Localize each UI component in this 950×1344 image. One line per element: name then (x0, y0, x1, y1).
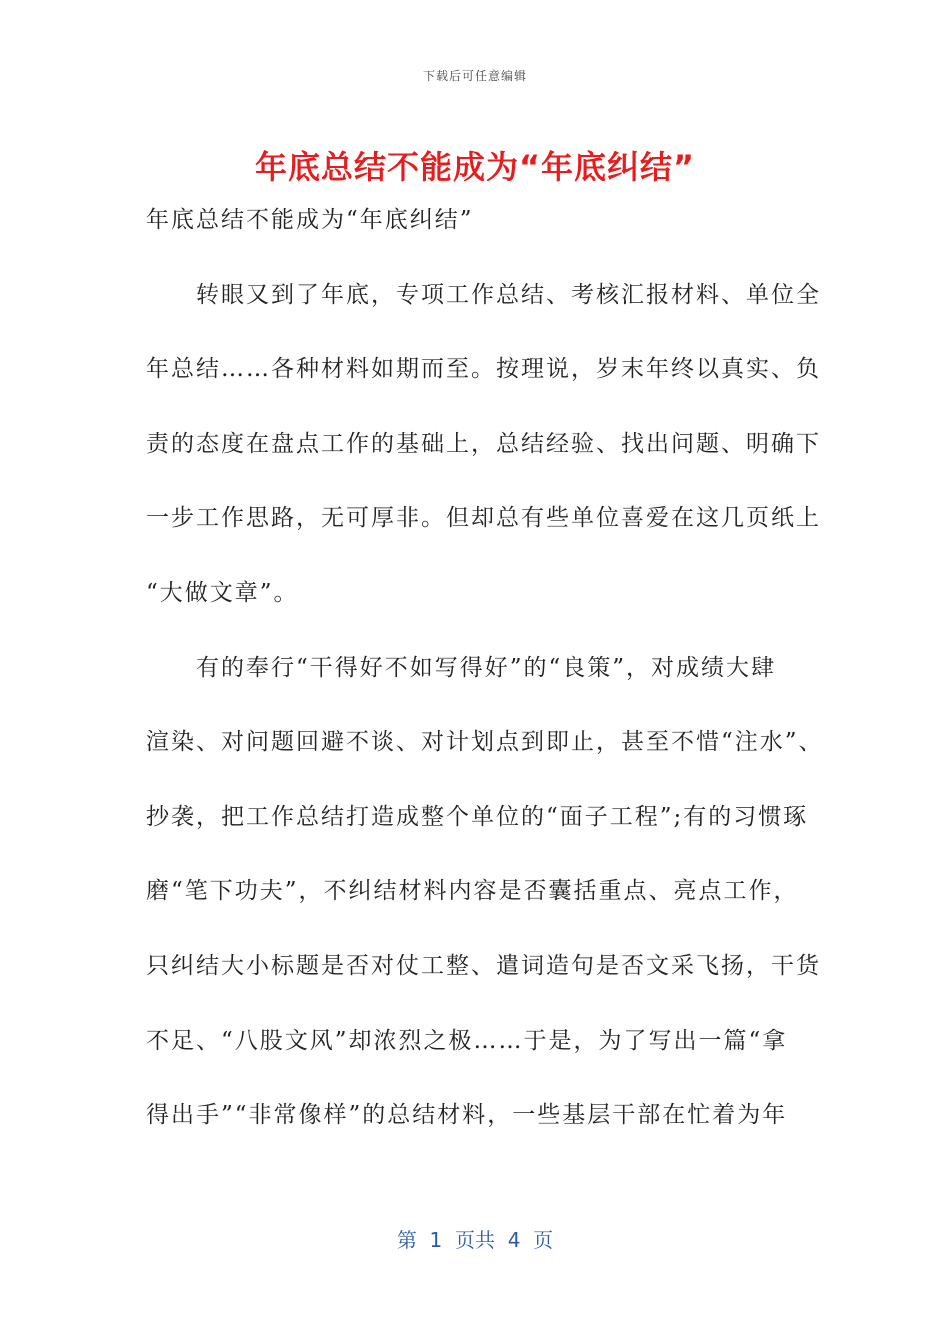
document-body (146, 200, 824, 1170)
body-line: 磨“笔下功夫”，不纠结材料内容是否囊括重点、亮点工作， (146, 878, 799, 905)
document-title: 年底总结不能成为“年底纠结” (254, 148, 696, 186)
body-line: 转眼又到了年底，专项工作总结、考核汇报材料、单位全 (146, 281, 821, 308)
body-line: 有的奉行“干得好不如写得好”的“良策”，对成绩大肆 (146, 654, 777, 681)
body-line: 渲染、对问题回避不谈、对计划点到即止，甚至不惜“注水”、 (146, 729, 824, 756)
body-line: 一步工作思路，无可厚非。但却总有些单位喜爱在这几页纸上 (146, 505, 821, 532)
body-line: 年底总结不能成为“年底纠结” (146, 207, 474, 233)
page-header: 下载后可任意编辑 (422, 69, 527, 83)
body-line: 得出手”“非常像样”的总结材料，一些基层干部在忙着为年 (146, 1102, 788, 1129)
body-line: 抄袭，把工作总结打造成整个单位的“面子工程”;有的习惯琢 (146, 803, 809, 830)
body-line: 年总结……各种材料如期而至。按理说，岁末年终以真实、负 (146, 356, 821, 383)
page-number-footer: 第 1 页共 4 页 (396, 1228, 554, 1252)
body-line: “大做文章”。 (146, 579, 299, 606)
body-line: 只纠结大小标题是否对仗工整、遣词造句是否文采飞扬，干货 (146, 952, 821, 979)
body-line: 责的态度在盘点工作的基础上，总结经验、找出问题、明确下 (146, 430, 821, 457)
body-line: 不足、“八股文风”却浓烈之极……于是，为了写出一篇“拿 (146, 1027, 788, 1054)
